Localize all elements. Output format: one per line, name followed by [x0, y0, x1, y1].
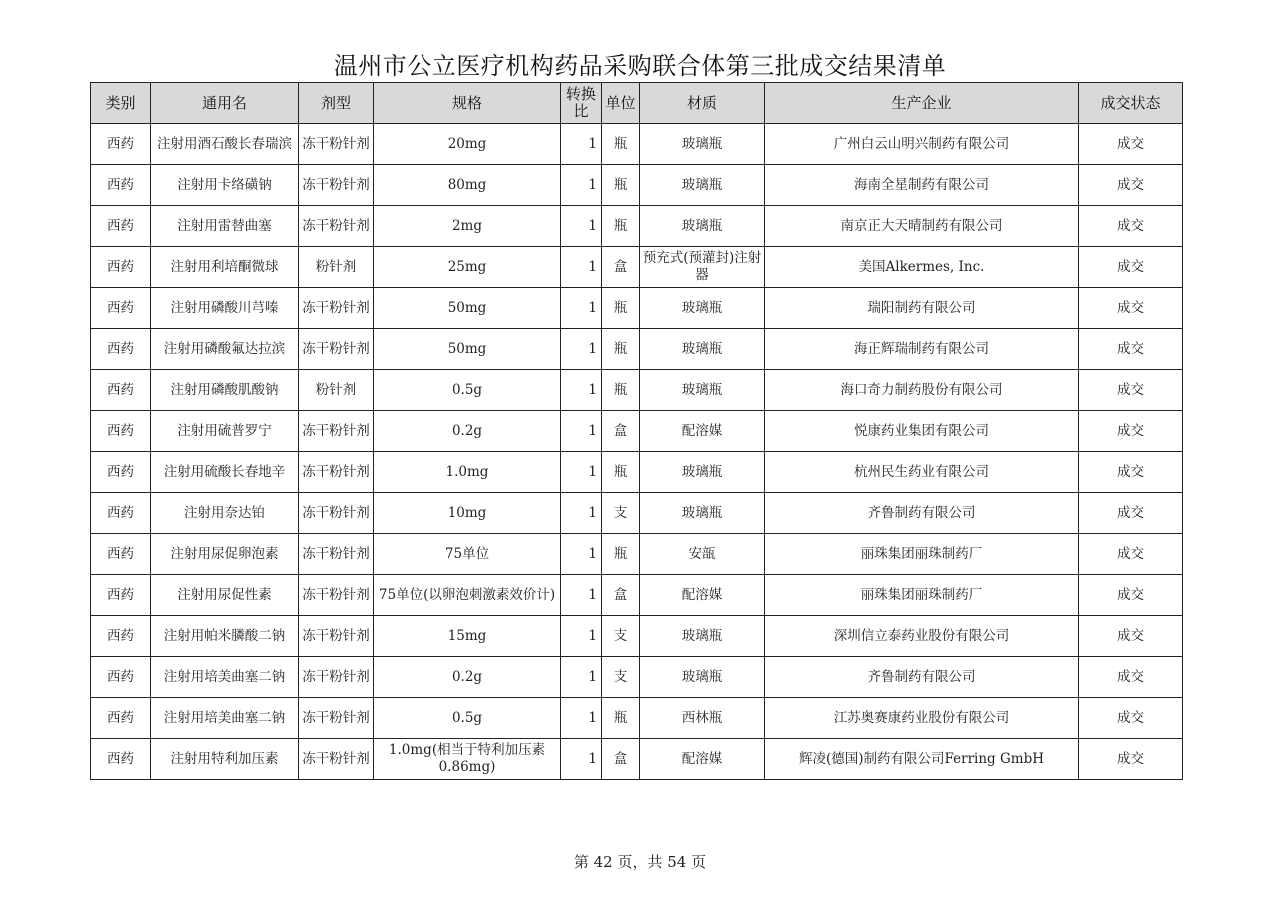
column-header-unit: 单位 — [602, 83, 640, 124]
cell-material: 配溶媒 — [640, 575, 765, 616]
cell-unit: 瓶 — [602, 370, 640, 411]
cell-generic-name: 注射用尿促卵泡素 — [151, 534, 299, 575]
cell-category: 西药 — [91, 698, 151, 739]
cell-deal-status: 成交 — [1079, 616, 1183, 657]
cell-deal-status: 成交 — [1079, 370, 1183, 411]
table-header-row — [91, 83, 1183, 124]
cell-conversion-ratio: 1 — [561, 452, 602, 493]
cell-category: 西药 — [91, 657, 151, 698]
cell-material: 玻璃瓶 — [640, 452, 765, 493]
table-row — [91, 329, 1183, 370]
cell-deal-status: 成交 — [1079, 165, 1183, 206]
cell-manufacturer: 齐鲁制药有限公司 — [765, 657, 1079, 698]
table-row — [91, 452, 1183, 493]
cell-specification: 80mg — [374, 165, 561, 206]
cell-material: 玻璃瓶 — [640, 493, 765, 534]
cell-deal-status: 成交 — [1079, 411, 1183, 452]
cell-category: 西药 — [91, 534, 151, 575]
cell-generic-name: 注射用磷酸氟达拉滨 — [151, 329, 299, 370]
cell-dosage-form: 冻干粉针剂 — [299, 698, 374, 739]
column-header-conversion-ratio: 转换比 — [561, 83, 602, 124]
cell-unit: 支 — [602, 657, 640, 698]
cell-material: 玻璃瓶 — [640, 288, 765, 329]
cell-generic-name: 注射用卡络磺钠 — [151, 165, 299, 206]
cell-dosage-form: 冻干粉针剂 — [299, 165, 374, 206]
cell-specification: 1.0mg(相当于特利加压素0.86mg) — [374, 739, 561, 780]
cell-unit: 支 — [602, 616, 640, 657]
cell-specification: 50mg — [374, 329, 561, 370]
cell-dosage-form: 冻干粉针剂 — [299, 206, 374, 247]
cell-specification: 0.5g — [374, 370, 561, 411]
table-row — [91, 575, 1183, 616]
cell-unit: 瓶 — [602, 124, 640, 165]
cell-material: 安瓿 — [640, 534, 765, 575]
cell-conversion-ratio: 1 — [561, 165, 602, 206]
cell-specification: 1.0mg — [374, 452, 561, 493]
cell-manufacturer: 海正辉瑞制药有限公司 — [765, 329, 1079, 370]
table-row — [91, 165, 1183, 206]
results-table — [90, 82, 1183, 780]
cell-manufacturer: 海口奇力制药股份有限公司 — [765, 370, 1079, 411]
cell-deal-status: 成交 — [1079, 575, 1183, 616]
cell-deal-status: 成交 — [1079, 698, 1183, 739]
cell-deal-status: 成交 — [1079, 247, 1183, 288]
cell-dosage-form: 冻干粉针剂 — [299, 411, 374, 452]
cell-conversion-ratio: 1 — [561, 329, 602, 370]
table-row — [91, 247, 1183, 288]
cell-dosage-form: 冻干粉针剂 — [299, 288, 374, 329]
cell-dosage-form: 粉针剂 — [299, 247, 374, 288]
cell-deal-status: 成交 — [1079, 124, 1183, 165]
cell-dosage-form: 冻干粉针剂 — [299, 739, 374, 780]
cell-dosage-form: 冻干粉针剂 — [299, 616, 374, 657]
cell-conversion-ratio: 1 — [561, 616, 602, 657]
cell-specification: 0.2g — [374, 411, 561, 452]
table-row — [91, 616, 1183, 657]
cell-deal-status: 成交 — [1079, 329, 1183, 370]
cell-manufacturer: 瑞阳制药有限公司 — [765, 288, 1079, 329]
cell-generic-name: 注射用酒石酸长春瑞滨 — [151, 124, 299, 165]
cell-unit: 瓶 — [602, 206, 640, 247]
table-row — [91, 124, 1183, 165]
cell-unit: 瓶 — [602, 329, 640, 370]
cell-generic-name: 注射用磷酸川芎嗪 — [151, 288, 299, 329]
column-header-category: 类别 — [91, 83, 151, 124]
cell-dosage-form: 粉针剂 — [299, 370, 374, 411]
cell-category: 西药 — [91, 411, 151, 452]
cell-category: 西药 — [91, 739, 151, 780]
cell-manufacturer: 丽珠集团丽珠制药厂 — [765, 575, 1079, 616]
cell-conversion-ratio: 1 — [561, 288, 602, 329]
cell-dosage-form: 冻干粉针剂 — [299, 124, 374, 165]
table-row — [91, 370, 1183, 411]
cell-unit: 瓶 — [602, 288, 640, 329]
cell-deal-status: 成交 — [1079, 534, 1183, 575]
cell-material: 预充式(预灌封)注射器 — [640, 247, 765, 288]
cell-specification: 25mg — [374, 247, 561, 288]
cell-conversion-ratio: 1 — [561, 739, 602, 780]
cell-category: 西药 — [91, 165, 151, 206]
table-row — [91, 698, 1183, 739]
cell-category: 西药 — [91, 370, 151, 411]
cell-generic-name: 注射用帕米膦酸二钠 — [151, 616, 299, 657]
cell-generic-name: 注射用培美曲塞二钠 — [151, 657, 299, 698]
cell-specification: 75单位 — [374, 534, 561, 575]
cell-specification: 0.2g — [374, 657, 561, 698]
column-header-dosage-form: 剂型 — [299, 83, 374, 124]
cell-manufacturer: 海南全星制药有限公司 — [765, 165, 1079, 206]
cell-unit: 盒 — [602, 247, 640, 288]
page-footer: 第 42 页，共 54 页 — [573, 853, 707, 871]
column-header-material: 材质 — [640, 83, 765, 124]
cell-deal-status: 成交 — [1079, 452, 1183, 493]
cell-specification: 75单位(以卵泡刺激素效价计) — [374, 575, 561, 616]
cell-unit: 瓶 — [602, 165, 640, 206]
table-row — [91, 657, 1183, 698]
cell-unit: 盒 — [602, 575, 640, 616]
cell-material: 配溶媒 — [640, 739, 765, 780]
cell-manufacturer: 江苏奥赛康药业股份有限公司 — [765, 698, 1079, 739]
cell-dosage-form: 冻干粉针剂 — [299, 575, 374, 616]
cell-dosage-form: 冻干粉针剂 — [299, 452, 374, 493]
cell-category: 西药 — [91, 124, 151, 165]
cell-manufacturer: 广州白云山明兴制药有限公司 — [765, 124, 1079, 165]
page-title: 温州市公立医疗机构药品采购联合体第三批成交结果清单 — [333, 52, 947, 80]
cell-category: 西药 — [91, 206, 151, 247]
table-body — [91, 124, 1183, 780]
cell-specification: 20mg — [374, 124, 561, 165]
cell-conversion-ratio: 1 — [561, 370, 602, 411]
cell-manufacturer: 丽珠集团丽珠制药厂 — [765, 534, 1079, 575]
cell-conversion-ratio: 1 — [561, 698, 602, 739]
cell-deal-status: 成交 — [1079, 288, 1183, 329]
cell-category: 西药 — [91, 288, 151, 329]
cell-dosage-form: 冻干粉针剂 — [299, 329, 374, 370]
cell-generic-name: 注射用雷替曲塞 — [151, 206, 299, 247]
table-row — [91, 534, 1183, 575]
cell-manufacturer: 杭州民生药业有限公司 — [765, 452, 1079, 493]
table-row — [91, 411, 1183, 452]
cell-deal-status: 成交 — [1079, 493, 1183, 534]
cell-material: 玻璃瓶 — [640, 124, 765, 165]
cell-dosage-form: 冻干粉针剂 — [299, 534, 374, 575]
column-header-manufacturer: 生产企业 — [765, 83, 1079, 124]
cell-category: 西药 — [91, 493, 151, 534]
cell-manufacturer: 悦康药业集团有限公司 — [765, 411, 1079, 452]
cell-material: 玻璃瓶 — [640, 657, 765, 698]
cell-generic-name: 注射用尿促性素 — [151, 575, 299, 616]
cell-unit: 瓶 — [602, 698, 640, 739]
cell-conversion-ratio: 1 — [561, 124, 602, 165]
cell-category: 西药 — [91, 329, 151, 370]
cell-conversion-ratio: 1 — [561, 575, 602, 616]
cell-material: 玻璃瓶 — [640, 616, 765, 657]
table-row — [91, 206, 1183, 247]
cell-manufacturer: 深圳信立泰药业股份有限公司 — [765, 616, 1079, 657]
cell-conversion-ratio: 1 — [561, 493, 602, 534]
cell-material: 玻璃瓶 — [640, 165, 765, 206]
cell-generic-name: 注射用硫普罗宁 — [151, 411, 299, 452]
cell-generic-name: 注射用利培酮微球 — [151, 247, 299, 288]
column-header-generic-name: 通用名 — [151, 83, 299, 124]
cell-dosage-form: 冻干粉针剂 — [299, 657, 374, 698]
cell-material: 西林瓶 — [640, 698, 765, 739]
cell-category: 西药 — [91, 616, 151, 657]
cell-specification: 15mg — [374, 616, 561, 657]
table-row — [91, 288, 1183, 329]
cell-generic-name: 注射用特利加压素 — [151, 739, 299, 780]
cell-unit: 瓶 — [602, 452, 640, 493]
cell-generic-name: 注射用培美曲塞二钠 — [151, 698, 299, 739]
cell-conversion-ratio: 1 — [561, 247, 602, 288]
cell-unit: 盒 — [602, 411, 640, 452]
cell-conversion-ratio: 1 — [561, 657, 602, 698]
cell-dosage-form: 冻干粉针剂 — [299, 493, 374, 534]
cell-category: 西药 — [91, 452, 151, 493]
table-row — [91, 739, 1183, 780]
cell-specification: 10mg — [374, 493, 561, 534]
cell-manufacturer: 辉凌(德国)制药有限公司Ferring GmbH — [765, 739, 1079, 780]
column-header-deal-status: 成交状态 — [1079, 83, 1183, 124]
cell-manufacturer: 南京正大天晴制药有限公司 — [765, 206, 1079, 247]
cell-specification: 0.5g — [374, 698, 561, 739]
cell-conversion-ratio: 1 — [561, 206, 602, 247]
cell-unit: 瓶 — [602, 534, 640, 575]
cell-conversion-ratio: 1 — [561, 411, 602, 452]
cell-specification: 2mg — [374, 206, 561, 247]
cell-conversion-ratio: 1 — [561, 534, 602, 575]
cell-generic-name: 注射用硫酸长春地辛 — [151, 452, 299, 493]
column-header-specification: 规格 — [374, 83, 561, 124]
cell-unit: 支 — [602, 493, 640, 534]
cell-material: 玻璃瓶 — [640, 329, 765, 370]
cell-category: 西药 — [91, 575, 151, 616]
cell-material: 玻璃瓶 — [640, 206, 765, 247]
cell-deal-status: 成交 — [1079, 657, 1183, 698]
cell-unit: 盒 — [602, 739, 640, 780]
cell-category: 西药 — [91, 247, 151, 288]
cell-deal-status: 成交 — [1079, 739, 1183, 780]
cell-generic-name: 注射用磷酸肌酸钠 — [151, 370, 299, 411]
cell-deal-status: 成交 — [1079, 206, 1183, 247]
cell-material: 玻璃瓶 — [640, 370, 765, 411]
table-row — [91, 493, 1183, 534]
cell-specification: 50mg — [374, 288, 561, 329]
cell-manufacturer: 美国Alkermes, Inc. — [765, 247, 1079, 288]
cell-manufacturer: 齐鲁制药有限公司 — [765, 493, 1079, 534]
cell-generic-name: 注射用奈达铂 — [151, 493, 299, 534]
cell-material: 配溶媒 — [640, 411, 765, 452]
